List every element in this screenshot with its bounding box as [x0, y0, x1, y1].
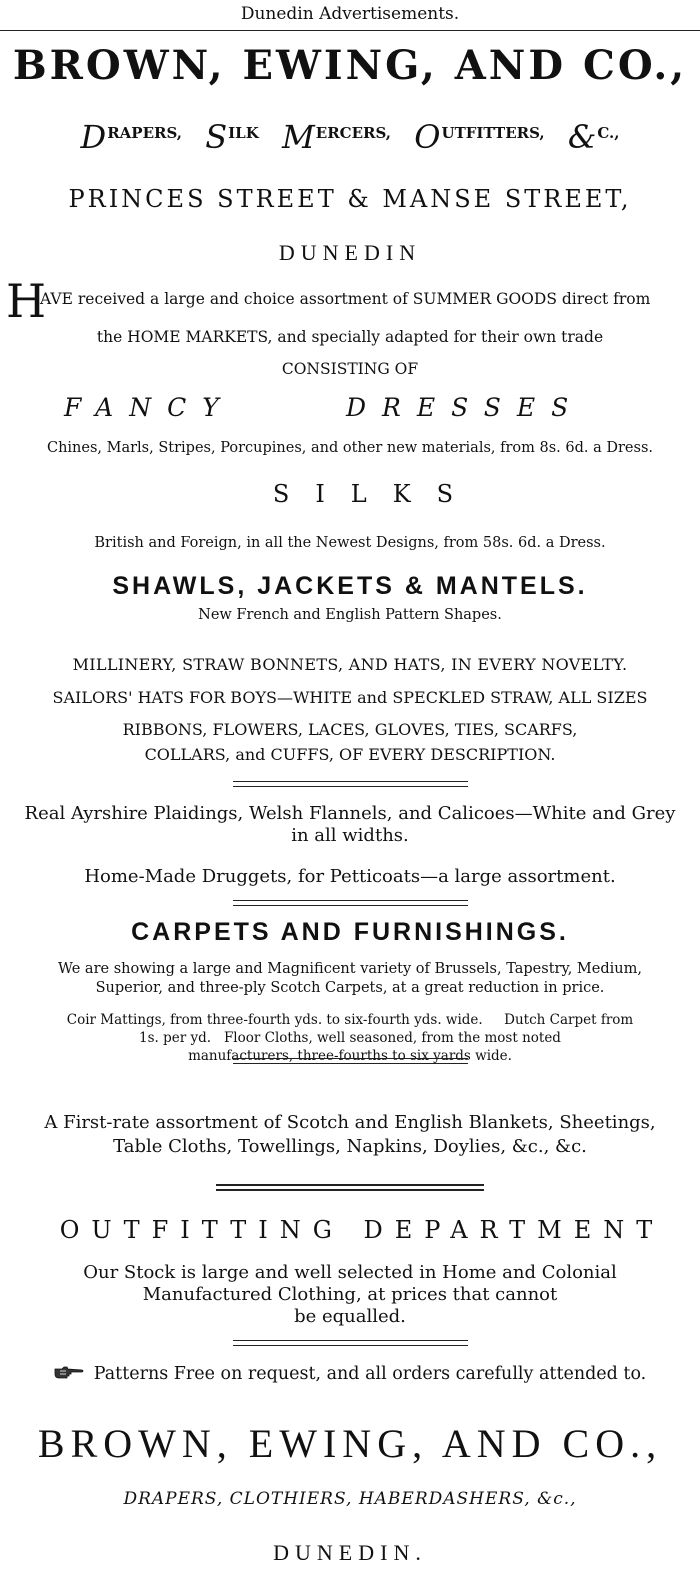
footer-town: DUNEDIN. — [273, 1540, 427, 1565]
outfitting-line-2: Manufactured Clothing, at prices that cannot — [142, 1284, 558, 1305]
coir-line-2: 1s. per yd. Floor Cloths, well seasoned, from the most noted — [139, 1030, 561, 1046]
header-rule — [0, 30, 700, 31]
outfitting-line-3: be equalled. — [294, 1306, 406, 1327]
trade-initial: M — [282, 118, 315, 156]
outfitting-heading: OUTFITTING DEPARTMENT — [59, 1216, 665, 1244]
fancy-word: FANCY — [64, 393, 235, 422]
ribbons-line: RIBBONS, FLOWERS, LACES, GLOVES, TIES, SCARFS, — [122, 720, 578, 739]
trade-initial: O — [414, 118, 441, 156]
carpets-heading: CARPETS AND FURNISHINGS. — [131, 918, 569, 946]
coir-line-1: Coir Mattings, from three-fourth yds. to six-fourth yds. wide. Dutch Carpet from — [66, 1012, 634, 1028]
ayrshire-line-2: in all widths. — [291, 825, 409, 846]
silks-line: British and Foreign, in all the Newest Designs, from 58s. 6d. a Dress. — [94, 535, 606, 551]
carpets-line-2: Superior, and three-ply Scotch Carpets, at a great reduction in price. — [95, 980, 605, 996]
trade-initial: D — [80, 118, 107, 156]
trade-text: RAPERS, — [107, 124, 182, 142]
intro-line-2: the HOME MARKETS, and specially adapted for their own trade — [96, 328, 604, 346]
trade-text: C., — [597, 124, 620, 142]
divider-rule — [233, 1340, 468, 1346]
blankets-line-2: Table Cloths, Towellings, Napkins, Doylies, &c., &c. — [113, 1136, 587, 1157]
trade-text: ILK — [228, 124, 259, 142]
coir-line-3: manufacturers, three-fourths to six yards wide. — [188, 1048, 512, 1064]
street-address: PRINCES STREET & MANSE STREET, — [68, 185, 632, 213]
divider-rule — [216, 1184, 484, 1191]
divider-rule — [233, 781, 468, 787]
divider-rule — [233, 900, 468, 906]
trade-text: UTFITTERS, — [441, 124, 545, 142]
ayrshire-line-1: Real Ayrshire Plaidings, Welsh Flannels, and Calicoes—White and Grey — [24, 803, 676, 824]
trade-initial: S — [205, 118, 228, 156]
intro-line-1: AVE received a large and choice assortment of SUMMER GOODS direct from — [40, 290, 651, 308]
shawls-heading: SHAWLS, JACKETS & MANTELS. — [112, 572, 588, 600]
dress-materials-line: Chines, Marls, Stripes, Porcupines, and other new materials, from 8s. 6d. a Dress. — [46, 440, 654, 456]
blankets-line-1: A First-rate assortment of Scotch and English Blankets, Sheetings, — [44, 1112, 656, 1133]
consisting-of: CONSISTING OF — [281, 360, 419, 378]
dresses-word: DRESSES — [346, 393, 585, 422]
page-header: Dunedin Advertisements. — [240, 4, 460, 24]
sailors-hats-line: SAILORS' HATS FOR BOYS—WHITE and SPECKLED STRAW, ALL SIZES — [52, 688, 648, 707]
firm-name: BROWN, EWING, AND CO., — [12, 42, 688, 89]
divider-rule — [233, 1058, 468, 1064]
drop-cap: H — [6, 274, 47, 328]
outfitting-line-1: Our Stock is large and well selected in Home and Colonial — [83, 1262, 617, 1283]
collars-line: COLLARS, and CUFFS, OF EVERY DESCRIPTION. — [144, 745, 556, 764]
trades-line — [0, 118, 700, 156]
trade-initial: & — [567, 118, 597, 156]
town-name: DUNEDIN — [278, 240, 422, 265]
pointing-hand-icon — [54, 1366, 84, 1380]
carpets-line-1: We are showing a large and Magnificent variety of Brussels, Tapestry, Medium, — [58, 961, 642, 977]
trade-text: ERCERS, — [315, 124, 392, 142]
patterns-text: Patterns Free on request, and all orders carefully attended to. — [93, 1364, 647, 1384]
patterns-notice — [0, 1364, 700, 1384]
druggets-line: Home-Made Druggets, for Petticoats—a large assortment. — [84, 866, 616, 887]
footer-firm-name: BROWN, EWING, AND CO., — [37, 1421, 663, 1466]
millinery-line: MILLINERY, STRAW BONNETS, AND HATS, IN EVERY NOVELTY. — [72, 655, 628, 674]
footer-trades: DRAPERS, CLOTHIERS, HABERDASHERS, &c., — [123, 1489, 577, 1509]
shawls-line: New French and English Pattern Shapes. — [198, 607, 502, 623]
silks-heading: SILKS — [272, 480, 480, 508]
